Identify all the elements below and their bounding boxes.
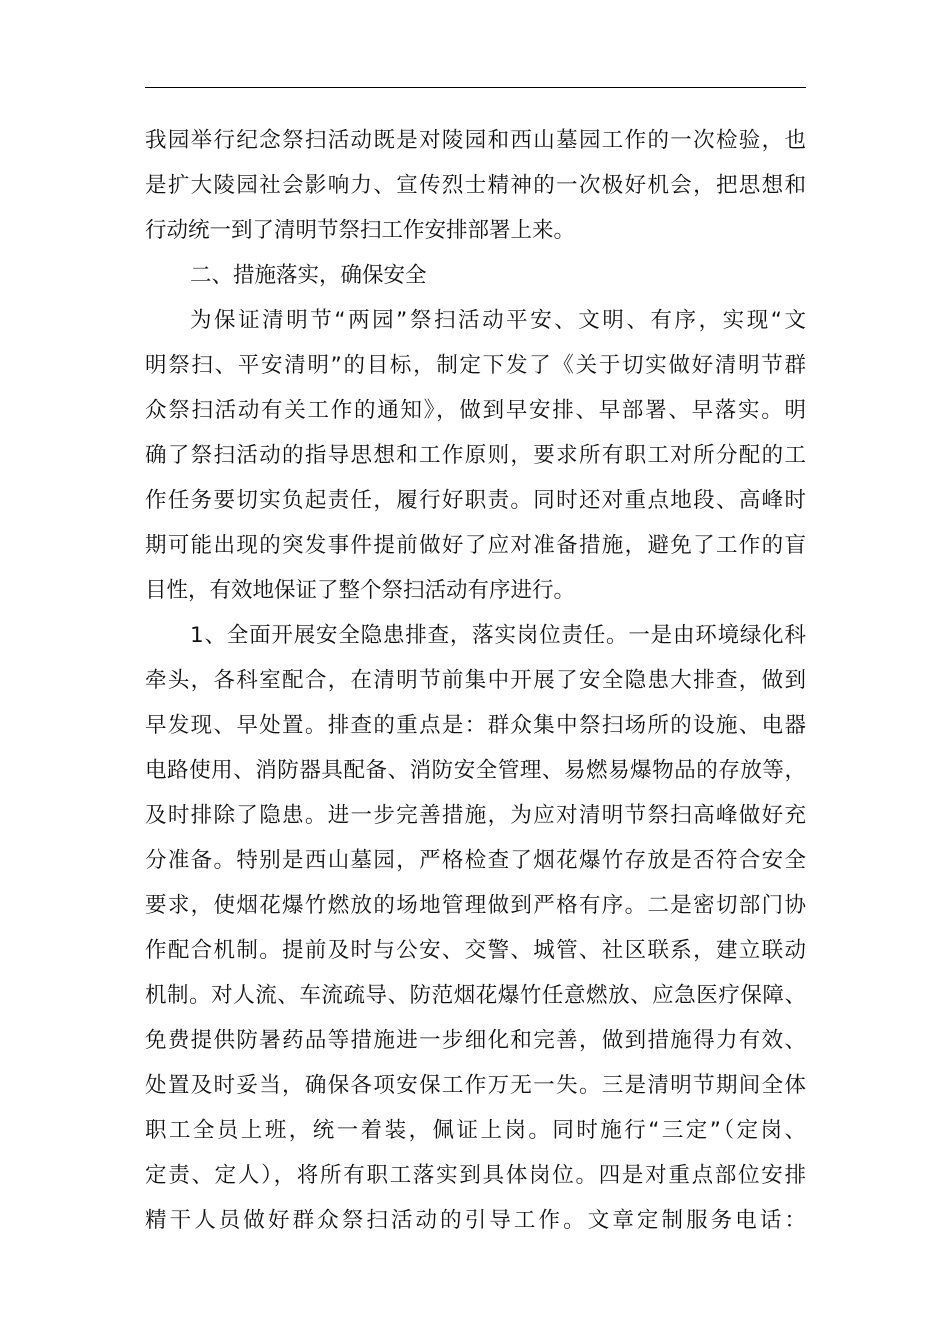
text-line: 作配合机制。提前及时与公安、交警、城管、社区联系，建立联动 bbox=[145, 938, 806, 963]
text-line: 期可能出现的突发事件提前做好了应对准备措施，避免了工作的盲 bbox=[145, 533, 806, 558]
text-line: 我园举行纪念祭扫活动既是对陵园和西山墓园工作的一次检验，也 bbox=[145, 128, 806, 153]
text-line: 众祭扫活动有关工作的通知》，做到早安排、早部署、早落实。明 bbox=[145, 398, 806, 423]
text-line: 精干人员做好群众祭扫活动的引导工作。文章定制服务电话： bbox=[145, 1208, 806, 1233]
text-line: 及时排除了隐患。进一步完善措施，为应对清明节祭扫高峰做好充 bbox=[145, 803, 806, 828]
header-rule bbox=[145, 87, 806, 88]
text-line: 定责、定人），将所有职工落实到具体岗位。四是对重点部位安排 bbox=[145, 1163, 806, 1188]
document-body bbox=[145, 118, 806, 1243]
text-line: 确了祭扫活动的指导思想和工作原则，要求所有职工对所分配的工 bbox=[145, 443, 806, 468]
text-line: 作任务要切实负起责任，履行好职责。同时还对重点地段、高峰时 bbox=[145, 488, 806, 513]
text-line: 早发现、早处置。排查的重点是：群众集中祭扫场所的设施、电器 bbox=[145, 713, 806, 738]
text-line: 电路使用、消防器具配备、消防安全管理、易燃易爆物品的存放等， bbox=[145, 758, 806, 783]
text-line: 明祭扫、平安清明”的目标，制定下发了《关于切实做好清明节群 bbox=[145, 353, 806, 378]
text-line: 1、全面开展安全隐患排查，落实岗位责任。一是由环境绿化科 bbox=[190, 623, 806, 648]
text-line: 牵头，各科室配合，在清明节前集中开展了安全隐患大排查，做到 bbox=[145, 668, 806, 693]
text-line: 处置及时妥当，确保各项安保工作万无一失。三是清明节期间全体 bbox=[145, 1073, 806, 1098]
text-line: 机制。对人流、车流疏导、防范烟花爆竹任意燃放、应急医疗保障、 bbox=[145, 983, 806, 1008]
text-line: 免费提供防暑药品等措施进一步细化和完善，做到措施得力有效、 bbox=[145, 1028, 806, 1053]
text-line: 是扩大陵园社会影响力、宣传烈士精神的一次极好机会，把思想和 bbox=[145, 173, 806, 198]
section-heading: 二、措施落实，确保安全 bbox=[190, 263, 427, 288]
text-line: 分准备。特别是西山墓园，严格检查了烟花爆竹存放是否符合安全 bbox=[145, 848, 806, 873]
text-line: 为保证清明节“两园”祭扫活动平安、文明、有序，实现“文 bbox=[190, 308, 806, 333]
text-line: 要求，使烟花爆竹燃放的场地管理做到严格有序。二是密切部门协 bbox=[145, 893, 806, 918]
text-line: 行动统一到了清明节祭扫工作安排部署上来。 bbox=[145, 218, 576, 243]
text-line: 目性，有效地保证了整个祭扫活动有序进行。 bbox=[145, 578, 576, 603]
text-line: 职工全员上班，统一着装，佩证上岗。同时施行“三定”（定岗、 bbox=[145, 1118, 806, 1143]
